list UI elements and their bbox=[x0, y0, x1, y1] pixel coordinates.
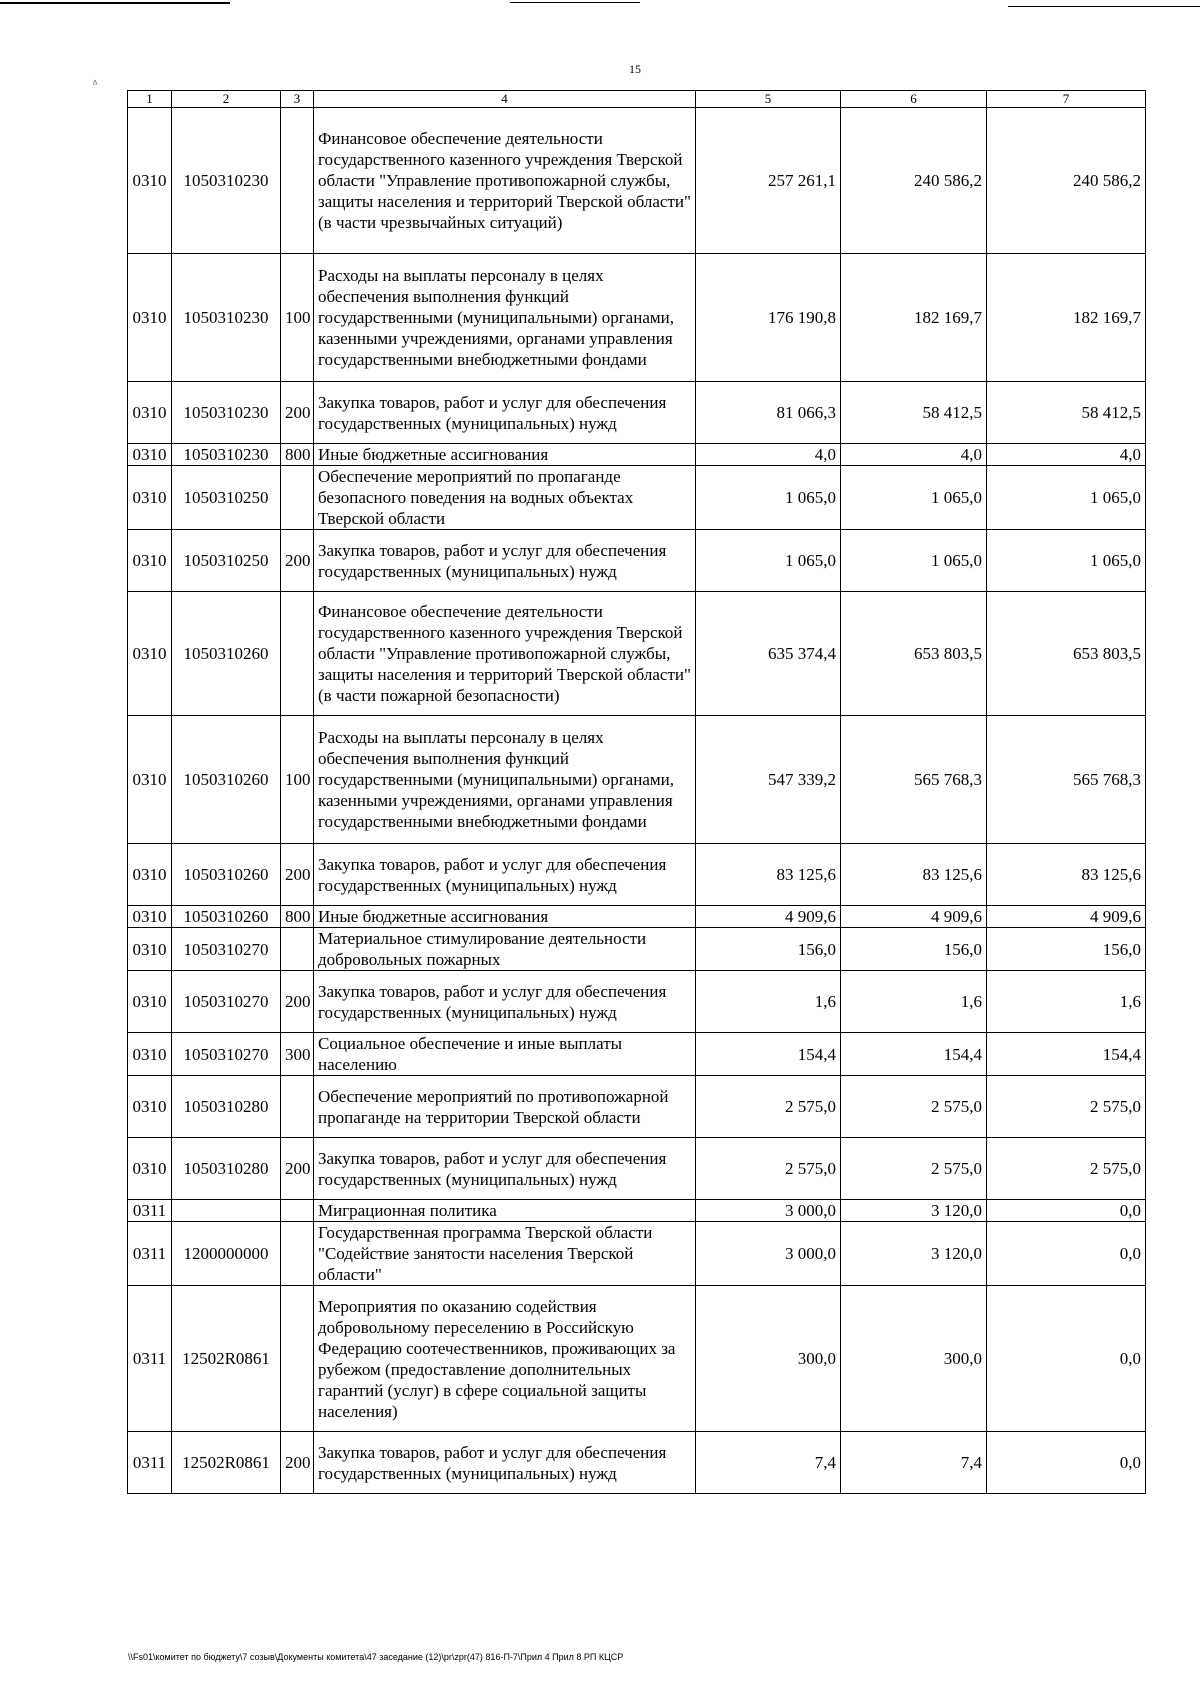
header-cell: 3 bbox=[281, 91, 314, 108]
amount-col7: 0,0 bbox=[987, 1200, 1146, 1222]
header-cell: 4 bbox=[314, 91, 696, 108]
expense-type-code bbox=[281, 928, 314, 971]
table-row bbox=[128, 1286, 1146, 1432]
section-code: 0310 bbox=[128, 108, 172, 254]
target-article-code: 1050310260 bbox=[172, 716, 281, 844]
header-cell: 1 bbox=[128, 91, 172, 108]
amount-col5: 7,4 bbox=[696, 1432, 841, 1494]
table-row bbox=[128, 1076, 1146, 1138]
amount-col7: 4 909,6 bbox=[987, 906, 1146, 928]
amount-col7: 182 169,7 bbox=[987, 254, 1146, 382]
amount-col6: 565 768,3 bbox=[841, 716, 987, 844]
section-code: 0310 bbox=[128, 716, 172, 844]
section-code: 0310 bbox=[128, 906, 172, 928]
amount-col5: 4 909,6 bbox=[696, 906, 841, 928]
amount-col6: 1,6 bbox=[841, 971, 987, 1033]
section-code: 0310 bbox=[128, 1076, 172, 1138]
target-article-code: 1050310270 bbox=[172, 1033, 281, 1076]
expense-type-code: 200 bbox=[281, 844, 314, 906]
amount-col6: 3 120,0 bbox=[841, 1222, 987, 1286]
amount-col7: 2 575,0 bbox=[987, 1138, 1146, 1200]
item-name: Социальное обеспечение и иные выплаты населению bbox=[314, 1033, 696, 1076]
amount-col7: 4,0 bbox=[987, 444, 1146, 466]
expense-type-code: 200 bbox=[281, 382, 314, 444]
table-row bbox=[128, 971, 1146, 1033]
item-name: Расходы на выплаты персоналу в целях обеспечения выполнения функций государственными (муниципальными) органами, казенными учреждениями, органами управления государственными внебюджетными фондами bbox=[314, 254, 696, 382]
amount-col6: 156,0 bbox=[841, 928, 987, 971]
table-row bbox=[128, 906, 1146, 928]
amount-col5: 2 575,0 bbox=[696, 1138, 841, 1200]
item-name: Иные бюджетные ассигнования bbox=[314, 906, 696, 928]
item-name: Закупка товаров, работ и услуг для обеспечения государственных (муниципальных) нужд bbox=[314, 971, 696, 1033]
table-row bbox=[128, 716, 1146, 844]
section-code: 0310 bbox=[128, 382, 172, 444]
header-cell: 6 bbox=[841, 91, 987, 108]
section-code: 0311 bbox=[128, 1222, 172, 1286]
item-name: Закупка товаров, работ и услуг для обеспечения государственных (муниципальных) нужд bbox=[314, 382, 696, 444]
item-name: Миграционная политика bbox=[314, 1200, 696, 1222]
amount-col5: 176 190,8 bbox=[696, 254, 841, 382]
amount-col5: 3 000,0 bbox=[696, 1222, 841, 1286]
budget-table bbox=[127, 90, 1146, 1494]
section-code: 0310 bbox=[128, 971, 172, 1033]
amount-col7: 0,0 bbox=[987, 1432, 1146, 1494]
expense-type-code bbox=[281, 592, 314, 716]
table-row bbox=[128, 530, 1146, 592]
amount-col5: 156,0 bbox=[696, 928, 841, 971]
target-article-code: 1050310250 bbox=[172, 466, 281, 530]
amount-col5: 1 065,0 bbox=[696, 530, 841, 592]
table-row bbox=[128, 1432, 1146, 1494]
target-article-code: 1050310280 bbox=[172, 1138, 281, 1200]
page-number: 15 bbox=[629, 62, 641, 76]
table-row bbox=[128, 382, 1146, 444]
header-row bbox=[128, 91, 1146, 108]
scan-edge-line bbox=[1008, 6, 1200, 7]
target-article-code: 12502R0861 bbox=[172, 1286, 281, 1432]
item-name: Расходы на выплаты персоналу в целях обеспечения выполнения функций государственными (муниципальными) органами, казенными учреждениями, органами управления государственными внебюджетными фондами bbox=[314, 716, 696, 844]
amount-col5: 2 575,0 bbox=[696, 1076, 841, 1138]
item-name: Закупка товаров, работ и услуг для обеспечения государственных (муниципальных) нужд bbox=[314, 530, 696, 592]
amount-col5: 1,6 bbox=[696, 971, 841, 1033]
amount-col6: 653 803,5 bbox=[841, 592, 987, 716]
amount-col7: 83 125,6 bbox=[987, 844, 1146, 906]
expense-type-code bbox=[281, 1286, 314, 1432]
amount-col6: 7,4 bbox=[841, 1432, 987, 1494]
section-code: 0311 bbox=[128, 1432, 172, 1494]
section-code: 0310 bbox=[128, 844, 172, 906]
section-code: 0311 bbox=[128, 1200, 172, 1222]
amount-col7: 156,0 bbox=[987, 928, 1146, 971]
target-article-code: 1050310260 bbox=[172, 844, 281, 906]
amount-col6: 4 909,6 bbox=[841, 906, 987, 928]
target-article-code: 1050310260 bbox=[172, 906, 281, 928]
section-code: 0310 bbox=[128, 530, 172, 592]
amount-col6: 3 120,0 bbox=[841, 1200, 987, 1222]
amount-col7: 653 803,5 bbox=[987, 592, 1146, 716]
amount-col6: 4,0 bbox=[841, 444, 987, 466]
section-code: 0310 bbox=[128, 1138, 172, 1200]
amount-col5: 547 339,2 bbox=[696, 716, 841, 844]
expense-type-code: 100 bbox=[281, 254, 314, 382]
item-name: Обеспечение мероприятий по противопожарной пропаганде на территории Тверской области bbox=[314, 1076, 696, 1138]
item-name: Обеспечение мероприятий по пропаганде безопасного поведения на водных объектах Тверской области bbox=[314, 466, 696, 530]
amount-col7: 58 412,5 bbox=[987, 382, 1146, 444]
scan-speck: ᐞ bbox=[92, 79, 98, 91]
amount-col5: 81 066,3 bbox=[696, 382, 841, 444]
amount-col6: 182 169,7 bbox=[841, 254, 987, 382]
amount-col6: 154,4 bbox=[841, 1033, 987, 1076]
amount-col7: 1 065,0 bbox=[987, 530, 1146, 592]
section-code: 0310 bbox=[128, 928, 172, 971]
amount-col7: 240 586,2 bbox=[987, 108, 1146, 254]
target-article-code: 1050310230 bbox=[172, 444, 281, 466]
amount-col5: 83 125,6 bbox=[696, 844, 841, 906]
amount-col7: 1 065,0 bbox=[987, 466, 1146, 530]
header-cell: 5 bbox=[696, 91, 841, 108]
amount-col6: 83 125,6 bbox=[841, 844, 987, 906]
target-article-code: 1050310230 bbox=[172, 108, 281, 254]
amount-col5: 1 065,0 bbox=[696, 466, 841, 530]
item-name: Закупка товаров, работ и услуг для обеспечения государственных (муниципальных) нужд bbox=[314, 1138, 696, 1200]
target-article-code: 1050310250 bbox=[172, 530, 281, 592]
amount-col6: 2 575,0 bbox=[841, 1138, 987, 1200]
amount-col6: 240 586,2 bbox=[841, 108, 987, 254]
expense-type-code: 800 bbox=[281, 444, 314, 466]
table-row bbox=[128, 254, 1146, 382]
header-cell: 7 bbox=[987, 91, 1146, 108]
target-article-code: 1050310270 bbox=[172, 928, 281, 971]
header-cell: 2 bbox=[172, 91, 281, 108]
target-article-code: 1050310270 bbox=[172, 971, 281, 1033]
item-name: Закупка товаров, работ и услуг для обеспечения государственных (муниципальных) нужд bbox=[314, 844, 696, 906]
scan-edge-line bbox=[510, 2, 640, 3]
table-row bbox=[128, 1033, 1146, 1076]
expense-type-code: 200 bbox=[281, 1138, 314, 1200]
table-row bbox=[128, 592, 1146, 716]
amount-col7: 0,0 bbox=[987, 1222, 1146, 1286]
item-name: Государственная программа Тверской области "Содействие занятости населения Тверской области" bbox=[314, 1222, 696, 1286]
section-code: 0310 bbox=[128, 444, 172, 466]
table-row bbox=[128, 444, 1146, 466]
table-row bbox=[128, 1222, 1146, 1286]
item-name: Материальное стимулирование деятельности добровольных пожарных bbox=[314, 928, 696, 971]
expense-type-code bbox=[281, 108, 314, 254]
item-name: Закупка товаров, работ и услуг для обеспечения государственных (муниципальных) нужд bbox=[314, 1432, 696, 1494]
amount-col6: 1 065,0 bbox=[841, 530, 987, 592]
table-row bbox=[128, 108, 1146, 254]
expense-type-code bbox=[281, 1222, 314, 1286]
amount-col7: 2 575,0 bbox=[987, 1076, 1146, 1138]
amount-col7: 1,6 bbox=[987, 971, 1146, 1033]
section-code: 0310 bbox=[128, 466, 172, 530]
amount-col5: 635 374,4 bbox=[696, 592, 841, 716]
amount-col6: 2 575,0 bbox=[841, 1076, 987, 1138]
amount-col7: 0,0 bbox=[987, 1286, 1146, 1432]
item-name: Финансовое обеспечение деятельности государственного казенного учреждения Тверской области "Управление противопожарной службы, защиты населения и территорий Тверской области" (в части чрезвычайных ситуаций) bbox=[314, 108, 696, 254]
expense-type-code: 200 bbox=[281, 1432, 314, 1494]
amount-col5: 300,0 bbox=[696, 1286, 841, 1432]
table-row bbox=[128, 928, 1146, 971]
target-article-code: 1050310280 bbox=[172, 1076, 281, 1138]
target-article-code bbox=[172, 1200, 281, 1222]
expense-type-code bbox=[281, 1076, 314, 1138]
target-article-code: 1200000000 bbox=[172, 1222, 281, 1286]
section-code: 0310 bbox=[128, 592, 172, 716]
expense-type-code: 300 bbox=[281, 1033, 314, 1076]
amount-col7: 154,4 bbox=[987, 1033, 1146, 1076]
table-row bbox=[128, 1138, 1146, 1200]
amount-col7: 565 768,3 bbox=[987, 716, 1146, 844]
target-article-code: 12502R0861 bbox=[172, 1432, 281, 1494]
section-code: 0310 bbox=[128, 254, 172, 382]
expense-type-code bbox=[281, 466, 314, 530]
expense-type-code: 200 bbox=[281, 971, 314, 1033]
target-article-code: 1050310230 bbox=[172, 382, 281, 444]
table-row bbox=[128, 844, 1146, 906]
expense-type-code: 200 bbox=[281, 530, 314, 592]
amount-col5: 154,4 bbox=[696, 1033, 841, 1076]
table-row bbox=[128, 1200, 1146, 1222]
amount-col6: 300,0 bbox=[841, 1286, 987, 1432]
expense-type-code: 100 bbox=[281, 716, 314, 844]
section-code: 0311 bbox=[128, 1286, 172, 1432]
amount-col5: 4,0 bbox=[696, 444, 841, 466]
footer-file-path: \\Fs01\комитет по бюджету\7 созыв\Документы комитета\47 заседание (12)\pr\zpr(47) 816-П-7\Прил 4 Прил 8 РП КЦСР bbox=[128, 1652, 624, 1662]
expense-type-code bbox=[281, 1200, 314, 1222]
scan-edge-line bbox=[0, 2, 230, 4]
amount-col5: 257 261,1 bbox=[696, 108, 841, 254]
expense-type-code: 800 bbox=[281, 906, 314, 928]
item-name: Мероприятия по оказанию содействия добровольному переселению в Российскую Федерацию соотечественников, проживающих за рубежом (предоставление дополнительных гарантий (услуг) в сфере социальной защиты населения) bbox=[314, 1286, 696, 1432]
table-row bbox=[128, 466, 1146, 530]
target-article-code: 1050310230 bbox=[172, 254, 281, 382]
item-name: Финансовое обеспечение деятельности государственного казенного учреждения Тверской области "Управление противопожарной службы, защиты населения и территорий Тверской области" (в части пожарной безопасности) bbox=[314, 592, 696, 716]
amount-col6: 58 412,5 bbox=[841, 382, 987, 444]
target-article-code: 1050310260 bbox=[172, 592, 281, 716]
amount-col5: 3 000,0 bbox=[696, 1200, 841, 1222]
item-name: Иные бюджетные ассигнования bbox=[314, 444, 696, 466]
amount-col6: 1 065,0 bbox=[841, 466, 987, 530]
section-code: 0310 bbox=[128, 1033, 172, 1076]
